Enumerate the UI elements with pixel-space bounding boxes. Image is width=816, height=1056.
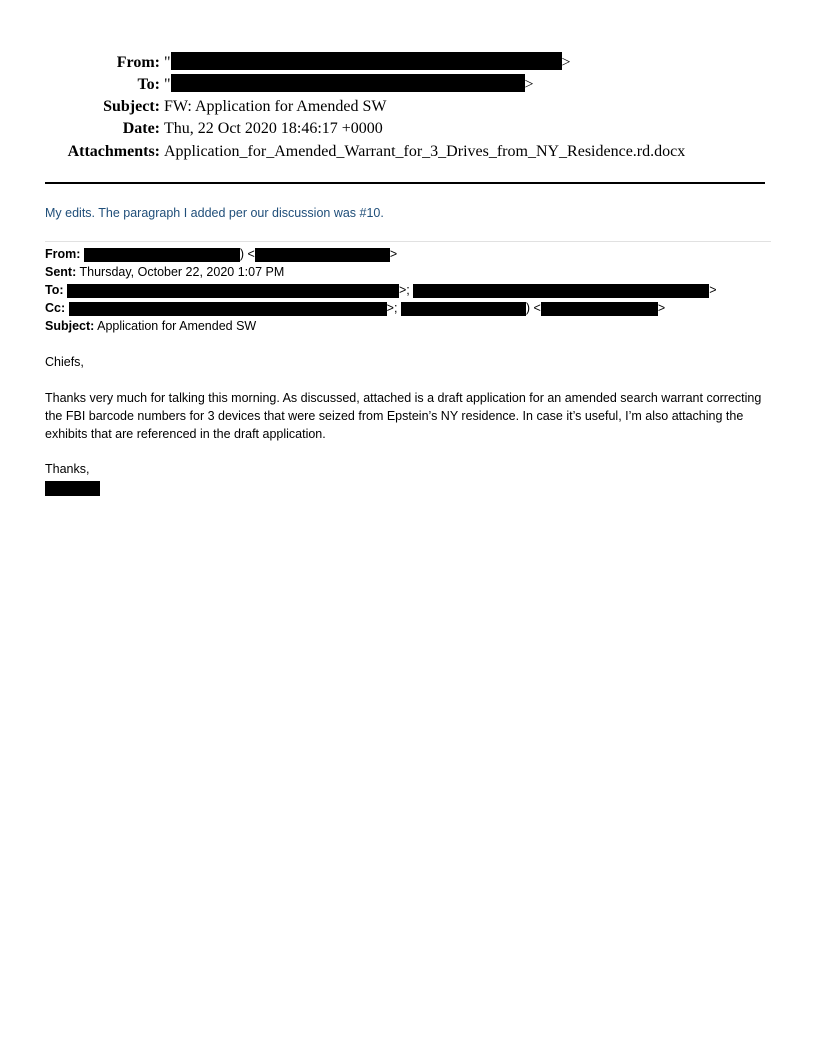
redaction-box	[69, 302, 387, 316]
fwd-to-label: To:	[45, 283, 64, 297]
redaction-box	[84, 248, 240, 262]
fwd-sent-label: Sent:	[45, 265, 77, 279]
header-to-value: " >	[164, 76, 534, 93]
fwd-cc-label: Cc:	[45, 301, 66, 315]
forward-divider	[45, 241, 771, 242]
header-date-value: Thu, 22 Oct 2020 18:46:17 +0000	[164, 120, 383, 137]
redaction-box	[413, 284, 709, 298]
fwd-sent-value: Thursday, October 22, 2020 1:07 PM	[79, 265, 285, 279]
redaction-box	[541, 302, 658, 316]
header-date-label: Date:	[122, 120, 160, 137]
fwd-subject-row	[45, 318, 256, 334]
header-to-label: To:	[137, 76, 160, 93]
forward-note: My edits. The paragraph I added per our discussion was #10.	[45, 206, 384, 220]
body-paragraph: Thanks very much for talking this morning. As discussed, attached is a draft application for an amended search warrant correcting the FBI barcode numbers for 3 devices that were seized from Epstein’s NY residence. In case it’s useful, I’m also attaching the exhibits that are referenced in the draft application.	[45, 391, 762, 441]
signature-redaction	[45, 481, 100, 496]
fwd-sent-row	[45, 264, 284, 280]
header-subject-label: Subject:	[103, 98, 160, 115]
redaction-box	[171, 74, 525, 92]
fwd-to-row: To: >; >	[45, 283, 717, 297]
redaction-box	[67, 284, 399, 298]
redaction-box	[171, 52, 562, 70]
fwd-subject-label: Subject:	[45, 319, 95, 333]
fwd-from-label: From:	[45, 247, 81, 261]
header-divider	[45, 182, 765, 184]
redaction-box	[255, 248, 390, 262]
header-subject-value: FW: Application for Amended SW	[164, 98, 387, 115]
header-from-label: From:	[116, 54, 160, 71]
header-from-value: " >	[164, 54, 571, 71]
fwd-from-row: From: ) < >	[45, 247, 398, 261]
header-attachments-label: Attachments:	[67, 143, 160, 160]
body-closing: Thanks,	[45, 462, 90, 476]
body-greeting: Chiefs,	[45, 355, 84, 369]
redaction-box	[401, 302, 526, 316]
fwd-cc-row: Cc: >; ) < >	[45, 301, 666, 315]
header-attachments-value: Application_for_Amended_Warrant_for_3_Drives_from_NY_Residence.rd.docx	[164, 143, 686, 160]
fwd-subject-value: Application for Amended SW	[97, 319, 257, 333]
